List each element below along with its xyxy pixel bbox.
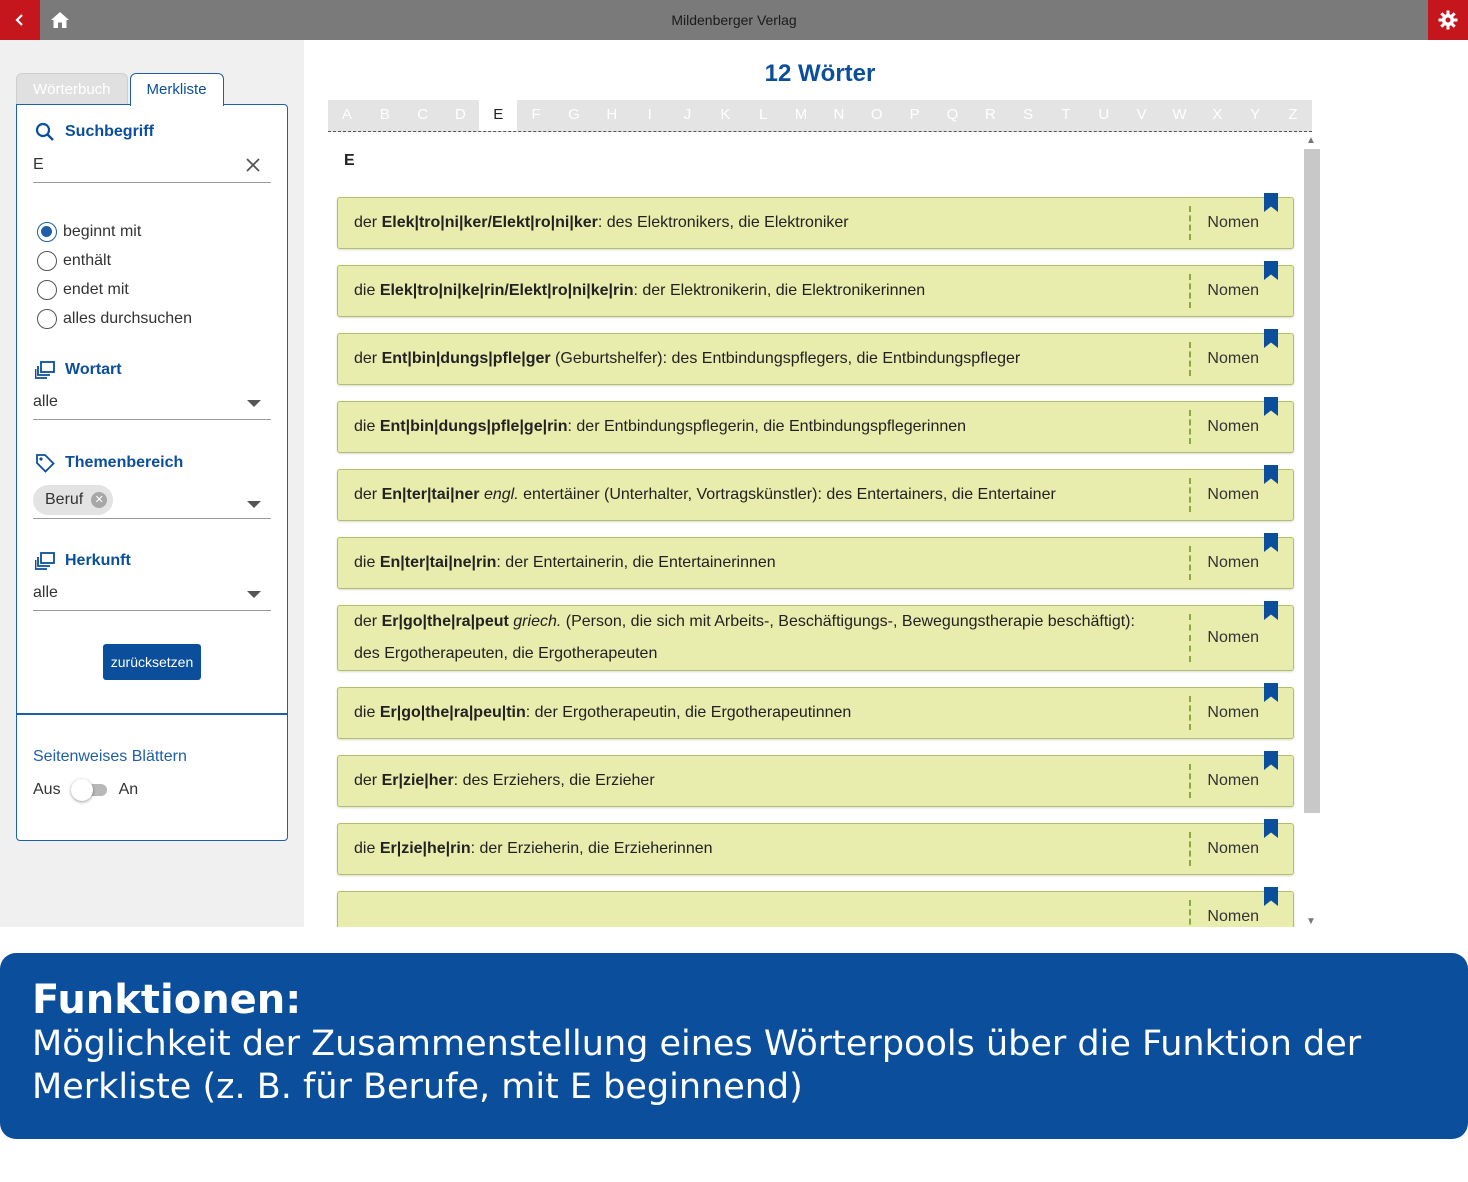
entry-headword: En|ter|tai|ne|rin: [379, 554, 497, 571]
radio-enthaelt[interactable]: [37, 246, 192, 275]
chip-beruf: [33, 485, 113, 515]
entry-card[interactable]: [337, 687, 1294, 739]
entry-origin: griech.: [513, 613, 562, 630]
bookmark-icon[interactable]: [1263, 329, 1279, 349]
entry-word-class: Nomen: [1207, 908, 1259, 925]
word-count: 12 Wörter: [764, 60, 876, 87]
entry-word-class: Nomen: [1207, 772, 1259, 789]
entry-definition: : des Erziehers, die Erzieher: [453, 772, 655, 789]
bookmark-icon[interactable]: [1263, 819, 1279, 839]
themenbereich-heading: [35, 453, 183, 473]
letter-tab[interactable]: M: [794, 106, 808, 123]
paging-title: Seitenweises Blättern: [33, 748, 187, 765]
entry-headword: Er|zie|he|rin: [379, 840, 471, 857]
entry-article: die: [354, 418, 376, 435]
themenbereich-heading-label: Themenbereich: [65, 454, 184, 471]
letter-tab[interactable]: W: [1172, 106, 1187, 123]
close-icon: [245, 157, 261, 173]
entry-separator: [1189, 764, 1191, 798]
entry-headword: Er|zie|her: [381, 772, 454, 789]
entry-headword: Ent|bin|dungs|pfle|ger: [381, 350, 551, 367]
entry-text: [338, 470, 1293, 520]
chip-label: Beruf: [45, 491, 84, 508]
search-input-value: E: [33, 156, 44, 173]
letter-tab[interactable]: R: [984, 106, 996, 123]
entry-definition: : der Entertainerin, die Entertainerinnen: [496, 554, 776, 571]
letter-tab[interactable]: B: [379, 106, 390, 123]
bookmark-icon[interactable]: [1263, 193, 1279, 213]
letter-tab[interactable]: N: [833, 106, 845, 123]
entry-separator: [1189, 206, 1191, 240]
entry-text: [338, 402, 1293, 452]
entry-card[interactable]: [337, 823, 1294, 875]
top-bar: [0, 0, 1468, 40]
entry-card[interactable]: [337, 333, 1294, 385]
entry-word-class: Nomen: [1207, 486, 1259, 503]
entry-article: die: [354, 704, 376, 721]
caption-text: Möglichkeit der Zusammenstellung eines Wörterpools über die Funktion der Merkliste (z. B. für Berufe, mit E beginnend): [32, 1024, 1362, 1107]
letter-tab[interactable]: J: [683, 106, 692, 123]
entry-headword: Er|go|the|ra|peu|tin: [379, 704, 526, 721]
entry-definition: : der Erzieherin, die Erzieherinnen: [470, 840, 713, 857]
wortart-value: alle: [33, 393, 58, 410]
letter-tab[interactable]: H: [606, 106, 618, 123]
entry-card[interactable]: [337, 605, 1294, 671]
letter-tab[interactable]: U: [1098, 106, 1110, 123]
letter-tab[interactable]: D: [455, 106, 466, 123]
themenbereich-select[interactable]: [33, 485, 271, 519]
entry-headword: Elek|tro|ni|ker/Elekt|ro|ni|ker: [381, 214, 598, 231]
entry-text: [338, 606, 1293, 670]
entry-text: [338, 198, 1293, 248]
entry-separator: [1189, 832, 1191, 866]
entry-text: [338, 538, 1293, 588]
layers-icon: [35, 361, 55, 379]
entry-card[interactable]: [337, 265, 1294, 317]
entry-headword: Elek|tro|ni|ke|rin/Elekt|ro|ni|ke|rin: [379, 282, 634, 299]
entry-headword: En|ter|tai|ner: [381, 486, 480, 503]
entry-card[interactable]: [337, 755, 1294, 807]
herkunft-value: alle: [33, 584, 58, 601]
radio-beginnt-mit[interactable]: [37, 217, 192, 246]
bookmark-icon[interactable]: [1263, 887, 1279, 907]
bookmark-icon[interactable]: [1263, 683, 1279, 703]
entry-article: der: [354, 350, 378, 367]
radio-unchecked-icon: [37, 251, 57, 271]
panel-divider: [17, 713, 287, 715]
entry-word-class: Nomen: [1207, 704, 1259, 721]
toggle-off-label: Aus: [33, 781, 61, 798]
entry-text: [338, 756, 1293, 806]
entry-separator: [1189, 410, 1191, 444]
paging-toggle-row: [33, 779, 138, 801]
entry-separator: [1189, 900, 1191, 927]
sidebar: [0, 40, 304, 927]
entry-list: [337, 197, 1294, 927]
settings-button[interactable]: [1428, 0, 1468, 40]
wortart-select[interactable]: [33, 388, 271, 420]
entry-word-class: Nomen: [1207, 282, 1259, 299]
entry-definition: : der Entbindungspflegerin, die Entbindungspflegerinnen: [567, 418, 967, 435]
toggle-knob: [71, 779, 93, 801]
bookmark-icon[interactable]: [1263, 397, 1279, 417]
entry-card[interactable]: [337, 197, 1294, 249]
entry-text: [338, 266, 1293, 316]
radio-checked-icon: [37, 222, 57, 242]
entry-article: die: [354, 282, 376, 299]
reset-button[interactable]: zurücksetzen: [103, 644, 201, 680]
entry-article: der: [354, 486, 378, 503]
letter-tab[interactable]: Y: [1250, 106, 1261, 123]
radio-unchecked-icon: [37, 280, 57, 300]
clear-search-button[interactable]: [245, 155, 261, 183]
tab-woerterbuch[interactable]: Wörterbuch: [16, 73, 128, 105]
radio-label: enthält: [63, 251, 112, 269]
letter-tab[interactable]: X: [1212, 106, 1223, 123]
wortart-heading-label: Wortart: [65, 361, 122, 378]
entry-definition: entertäiner (Unterhalter, Vortragskünstler): des Entertainers, die Entertainer: [518, 486, 1056, 503]
match-mode-group: [37, 217, 192, 333]
search-icon: [35, 122, 55, 142]
entry-definition: (Geburtshelfer): des Entbindungspflegers, die Entbindungspfleger: [550, 350, 1021, 367]
entry-separator: [1189, 614, 1191, 662]
chevron-down-icon: [247, 501, 261, 508]
letter-tab[interactable]: V: [1136, 106, 1147, 123]
bookmark-icon[interactable]: [1263, 751, 1279, 771]
bookmark-icon[interactable]: [1263, 601, 1279, 621]
chevron-down-icon: [247, 400, 261, 407]
entry-card[interactable]: [337, 537, 1294, 589]
search-heading: [35, 122, 154, 142]
entry-word-class: Nomen: [1207, 214, 1259, 231]
entry-text: [338, 334, 1293, 384]
letter-tab[interactable]: Z: [1288, 106, 1298, 123]
scrollbar[interactable]: [1304, 135, 1320, 927]
entry-headword: Ent|bin|dungs|pfle|ge|rin: [379, 418, 568, 435]
herkunft-select[interactable]: [33, 579, 271, 611]
letter-tab[interactable]: T: [1061, 106, 1071, 123]
letter-tab[interactable]: A: [341, 106, 352, 123]
chevron-down-icon: [247, 591, 261, 598]
letter-tab[interactable]: K: [720, 106, 731, 123]
app-title: Mildenberger Verlag: [671, 12, 797, 28]
letter-tab[interactable]: G: [568, 106, 580, 123]
entry-text: [338, 892, 1293, 927]
entry-separator: [1189, 342, 1191, 376]
tag-icon: [35, 453, 55, 473]
radio-label: alles durchsuchen: [63, 309, 192, 327]
entry-article: der: [354, 613, 378, 630]
toggle-on-label: An: [118, 781, 139, 798]
entry-definition: (Person, die sich mit Arbeits-, Beschäftigungs-, Bewegungstherapie beschäftigt): des Ergotherapeuten, die Ergotherapeuten: [354, 613, 1135, 662]
entry-separator: [1189, 546, 1191, 580]
alphabet-bar: [328, 100, 1312, 132]
entry-text: [338, 688, 1293, 738]
entry-card[interactable]: [337, 891, 1294, 927]
entry-article: die: [354, 840, 376, 857]
gear-icon: [1438, 10, 1458, 30]
entry-word-class: Nomen: [1207, 840, 1259, 857]
letter-tab[interactable]: O: [870, 106, 883, 123]
sidebar-tabs: [16, 73, 224, 105]
letter-tab[interactable]: F: [531, 106, 541, 123]
paging-toggle[interactable]: [71, 779, 109, 801]
entry-definition: : der Elektronikerin, die Elektronikerinnen: [633, 282, 926, 299]
entry-word-class: Nomen: [1207, 629, 1259, 646]
entry-separator: [1189, 478, 1191, 512]
entry-word-class: Nomen: [1207, 350, 1259, 367]
entry-word-class: Nomen: [1207, 554, 1259, 571]
entry-word-class: Nomen: [1207, 418, 1259, 435]
letter-tab[interactable]: S: [1023, 106, 1034, 123]
scroll-down-icon[interactable]: ▼: [1306, 916, 1316, 927]
entry-headword: Er|go|the|ra|peut: [381, 613, 509, 630]
word-list-area: [304, 40, 1468, 927]
entry-origin: engl.: [483, 486, 519, 503]
radio-label: beginnt mit: [63, 222, 142, 240]
tab-merkliste[interactable]: Merkliste: [130, 73, 224, 106]
filter-panel: [16, 104, 288, 841]
entry-article: die: [354, 554, 376, 571]
entry-article: der: [354, 772, 378, 789]
herkunft-heading-label: Herkunft: [65, 552, 131, 569]
entry-separator: [1189, 274, 1191, 308]
letter-tab[interactable]: Q: [946, 106, 959, 123]
entry-card[interactable]: [337, 401, 1294, 453]
section-letter: E: [344, 152, 355, 169]
bookmark-icon[interactable]: [1263, 261, 1279, 281]
scrollbar-thumb[interactable]: [1304, 149, 1320, 813]
entry-text: [338, 824, 1293, 874]
remove-chip-icon[interactable]: ✕: [91, 492, 107, 508]
herkunft-heading: [35, 552, 131, 570]
radio-endet-mit[interactable]: [37, 275, 192, 304]
scroll-up-icon[interactable]: ▲: [1306, 135, 1316, 146]
entry-definition: : des Elektronikers, die Elektroniker: [597, 214, 849, 231]
radio-alles-durchsuchen[interactable]: [37, 304, 192, 333]
letter-tab[interactable]: I: [647, 106, 652, 123]
letter-tab[interactable]: E: [479, 100, 517, 131]
entry-article: der: [354, 214, 378, 231]
entry-definition: : der Ergotherapeutin, die Ergotherapeutinnen: [525, 704, 852, 721]
bookmark-icon[interactable]: [1263, 533, 1279, 553]
bookmark-icon[interactable]: [1263, 465, 1279, 485]
radio-unchecked-icon: [37, 309, 57, 329]
entry-separator: [1189, 696, 1191, 730]
layers-icon: [35, 552, 55, 570]
search-input[interactable]: [33, 151, 271, 183]
letter-tab[interactable]: L: [759, 106, 768, 123]
caption-heading: Funktionen:: [32, 977, 302, 1023]
wortart-heading: [35, 361, 122, 379]
letter-tab[interactable]: P: [909, 106, 920, 123]
entry-card[interactable]: [337, 469, 1294, 521]
feature-caption: [0, 953, 1468, 1139]
letter-tab[interactable]: C: [417, 106, 429, 123]
search-heading-label: Suchbegriff: [65, 123, 154, 140]
radio-label: endet mit: [63, 280, 129, 298]
